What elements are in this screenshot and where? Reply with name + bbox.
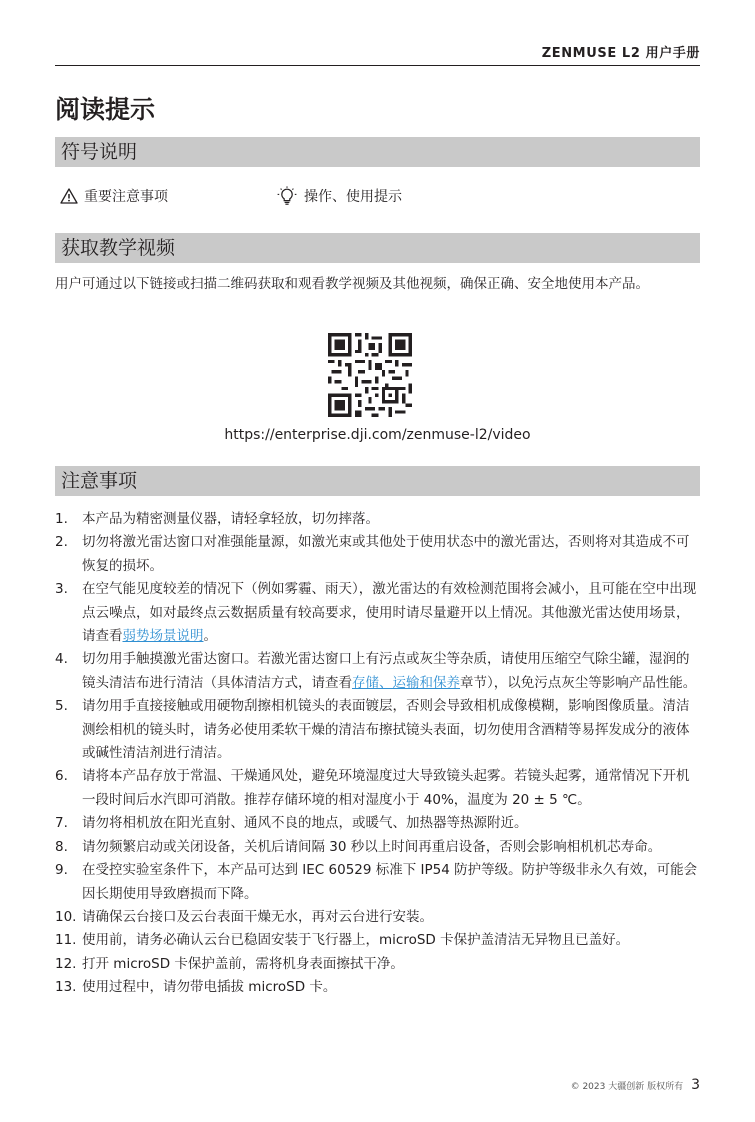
video-url-link[interactable]: https://enterprise.dji.com/zenmuse-l2/video bbox=[224, 427, 531, 443]
section-heading-video: 获取教学视频 bbox=[55, 233, 700, 263]
page-title: 阅读提示 bbox=[55, 95, 156, 124]
running-header: ZENMUSE L2 用户手册 bbox=[55, 42, 700, 66]
storage-maintenance-link[interactable]: 存储、运输和保养 bbox=[352, 674, 460, 691]
list-item: 2. 切勿将激光雷达窗口对准强能量源，如激光束或其他处于使用状态中的激光雷达，否则将对其造成不可恢复的损坏。 bbox=[55, 534, 690, 574]
video-description: 用户可通过以下链接或扫描二维码获取和观看教学视频及其他视频，确保正确、安全地使用本产品。 bbox=[55, 276, 649, 292]
list-item: 11. 使用前，请务必确认云台已稳固安装于飞行器上，microSD 卡保护盖清洁无异物且已盖好。 bbox=[55, 932, 630, 949]
section-heading-notes: 注意事项 bbox=[55, 466, 700, 496]
symbol-legend bbox=[60, 186, 700, 210]
list-item: 9. 在受控实验室条件下，本产品可达到 IEC 60529 标准下 IP54 防护等级。防护等级非永久有效，可能会因长期使用导致磨损而下降。 bbox=[55, 862, 698, 902]
list-item: 13. 使用过程中，请勿带电插拔 microSD 卡。 bbox=[55, 979, 337, 996]
tip-icon bbox=[276, 186, 298, 206]
list-item: 10. 请确保云台接口及云台表面干燥无水，再对云台进行安装。 bbox=[55, 908, 433, 925]
weak-scenario-link[interactable]: 弱势场景说明 bbox=[122, 628, 204, 645]
warning-icon bbox=[60, 188, 78, 204]
list-item: 5. 请勿用手直接接触或用硬物刮擦相机镜头的表面镀层，否则会导致相机成像模糊，影响图像质量。清洁测绘相机的镜头时，请务必使用柔软干燥的清洁布擦拭镜头表面，切勿使用含酒精等易挥发成分的液体或碱性清洁剂进行清洁。 bbox=[55, 698, 690, 762]
list-item: 12. 打开 microSD 卡保护盖前，需将机身表面擦拭干净。 bbox=[55, 955, 404, 972]
symbol-item-important bbox=[60, 186, 168, 206]
qr-code-image bbox=[328, 333, 412, 417]
page-footer bbox=[571, 1077, 700, 1093]
list-item: 1. 本产品为精密测量仪器，请轻拿轻放，切勿摔落。 bbox=[55, 511, 379, 527]
symbol-label: 操作、使用提示 bbox=[304, 189, 402, 205]
list-item: 6. 请将本产品存放于常温、干燥通风处，避免环境湿度过大导致镜头起雾。若镜头起雾，通常情况下开机一段时间后水汽即可消散。推荐存储环境的相对湿度小于 40%，温度为 20 ± 5 ℃。 bbox=[55, 768, 690, 808]
section-heading-symbols: 符号说明 bbox=[55, 137, 700, 167]
symbol-label: 重要注意事项 bbox=[84, 189, 168, 205]
copyright-text: © 2023 大疆创新 版权所有 bbox=[570, 1082, 684, 1092]
list-item: 7. 请勿将相机放在阳光直射、通风不良的地点，或暖气、加热器等热源附近。 bbox=[55, 815, 528, 832]
notes-list bbox=[55, 508, 701, 1000]
page-number: 3 bbox=[691, 1077, 700, 1093]
list-item: 8. 请勿频繁启动或关闭设备，关机后请间隔 30 秒以上时间再重启设备，否则会影响相机机芯寿命。 bbox=[55, 838, 662, 855]
list-item: 4. 切勿用手触摸激光雷达窗口。若激光雷达窗口上有污点或灰尘等杂质，请使用压缩空气除尘罐，湿润的镜头清洁布进行清洁（具体清洁方式，请查看存储、运输和保养章节），以免污点灰尘等影响产品性能。 bbox=[55, 651, 697, 691]
symbol-item-tip bbox=[276, 186, 402, 206]
list-item: 3. 在空气能见度较差的情况下（例如雾霾、雨天），激光雷达的有效检测范围将会减小，且可能在空中出现点云噪点，如对最终点云数据质量有较高要求，使用时请尽量避开以上情况。其他激光雷达使用场景，请查看弱势场景说明。 bbox=[55, 581, 697, 645]
